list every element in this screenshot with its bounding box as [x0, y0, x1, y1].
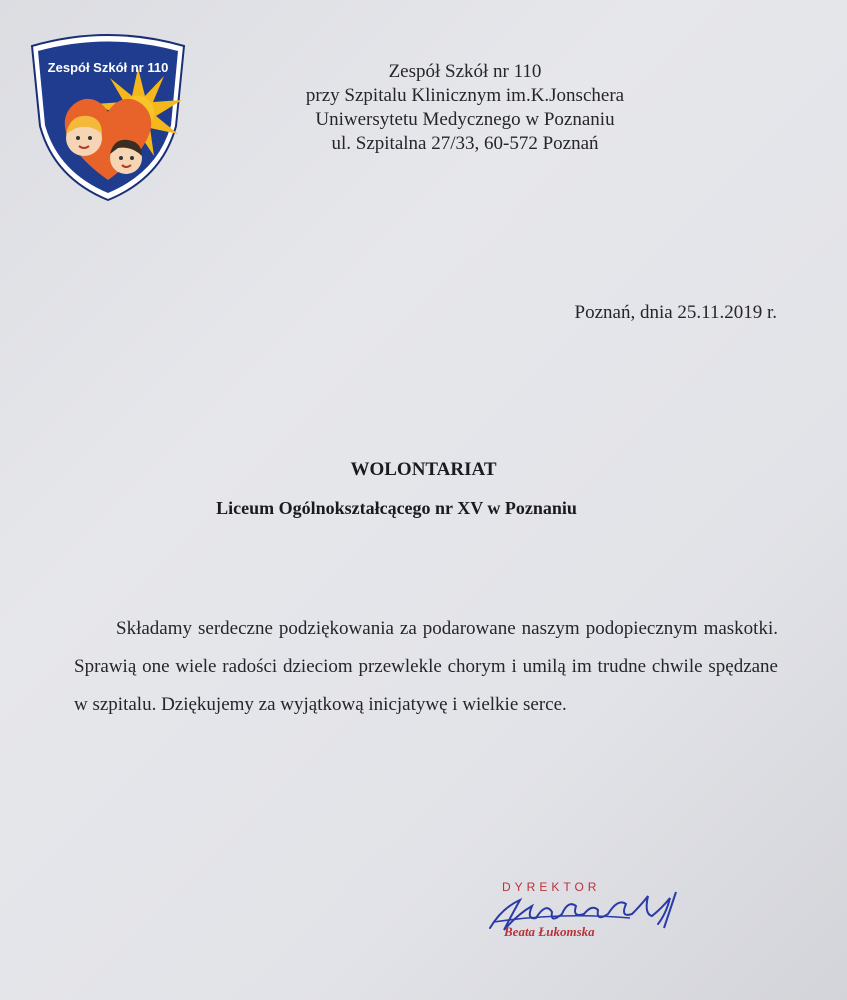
letter-title: WOLONTARIAT [350, 459, 497, 480]
header-line-university: Uniwersytetu Medycznego w Poznaniu [315, 109, 615, 130]
school-logo [26, 30, 190, 202]
signature-title-stamp: DYREKTOR [502, 880, 601, 894]
school-address-header [230, 60, 700, 156]
header-line-hospital: przy Szpitalu Klinicznym im.K.Jonschera [305, 85, 625, 106]
logo-text: Zespół Szkół nr 110 [47, 60, 169, 75]
signature-block [480, 880, 700, 950]
letter-subtitle: Liceum Ogólnokształcącego nr XV w Poznaniu [216, 498, 577, 518]
header-line-school-name: Zespół Szkół nr 110 [388, 61, 542, 82]
school-crest-icon [26, 30, 190, 202]
letter-date: Poznań, dnia 25.11.2019 r. [574, 302, 777, 323]
header-line-street-address: ul. Szpitalna 27/33, 60-572 Poznań [331, 133, 599, 154]
letter-body: Składamy serdeczne podziękowania za podarowane naszym podopiecznym maskotki. Sprawią one wiele radości dzieciom przewlekle chorym i umilą im trudne chwile spędzane w szpitalu. Dziękujemy za wyjątkową inicjatywę i wielkie serce. [74, 618, 778, 715]
signature-name-stamp: Beata Łukomska [504, 924, 595, 939]
